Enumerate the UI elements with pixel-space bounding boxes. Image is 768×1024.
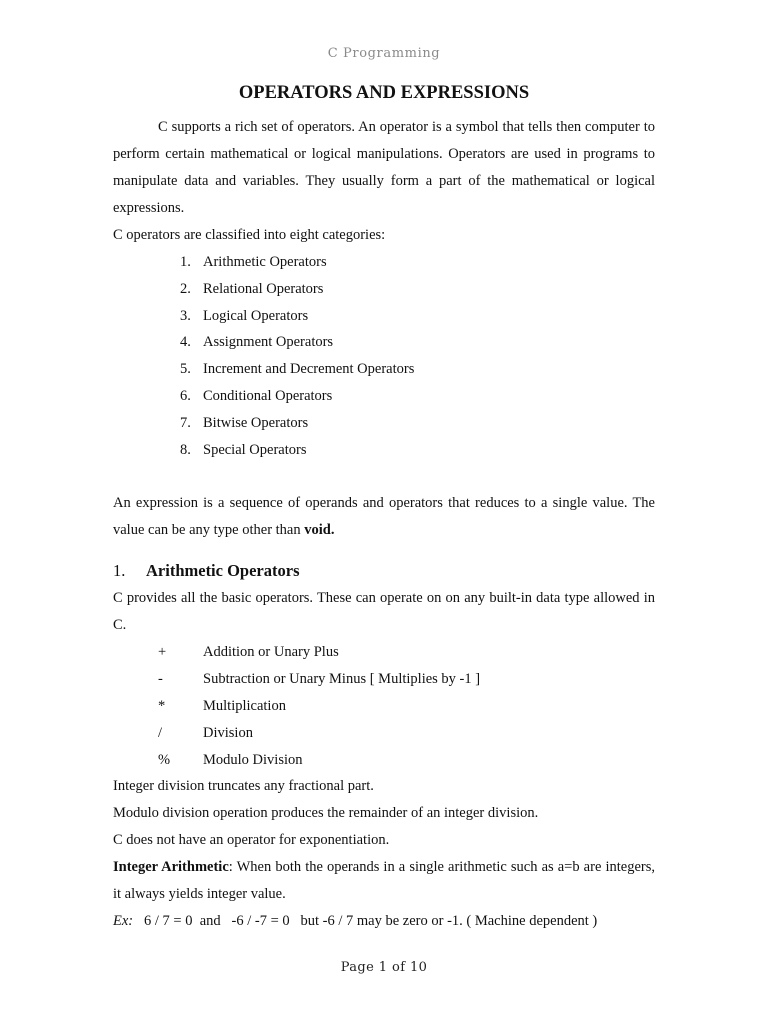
note-exponentiation: C does not have an operator for exponentiation. bbox=[113, 832, 390, 849]
expression-paragraph bbox=[113, 490, 655, 544]
expression-bold-word: void. bbox=[304, 522, 335, 539]
list-item-number: 8. bbox=[180, 441, 191, 458]
list-item bbox=[113, 639, 655, 666]
list-item-number: 1. bbox=[180, 254, 191, 270]
list-item-number: 2. bbox=[180, 280, 191, 297]
operator-symbol: * bbox=[158, 697, 166, 714]
page-number: Page 1 of 10 bbox=[340, 960, 428, 975]
list-item-label: Bitwise Operators bbox=[203, 414, 309, 431]
operator-categories-list bbox=[113, 249, 655, 463]
list-item bbox=[113, 693, 655, 720]
blank-line bbox=[113, 463, 655, 490]
integer-arithmetic-label: Integer Arithmetic bbox=[113, 859, 229, 876]
operator-symbol: + bbox=[158, 644, 167, 661]
list-item bbox=[113, 747, 655, 774]
arithmetic-intro: C provides all the basic operators. These can operate on on any built-in data type allowed in C. bbox=[113, 590, 655, 634]
list-item bbox=[113, 666, 655, 693]
list-item bbox=[113, 720, 655, 747]
operator-symbol: - bbox=[158, 671, 163, 688]
list-item-number: 5. bbox=[180, 361, 191, 378]
operator-description: Multiplication bbox=[203, 697, 286, 714]
example-line bbox=[113, 908, 655, 935]
list-item-number: 4. bbox=[180, 334, 191, 351]
list-item bbox=[113, 276, 655, 303]
list-item bbox=[113, 329, 655, 356]
list-item bbox=[113, 383, 655, 410]
list-item bbox=[113, 437, 655, 464]
note-integer-division: Integer division truncates any fractional part. bbox=[113, 778, 374, 795]
operator-description: Subtraction or Unary Minus [ Multiplies by -1 ] bbox=[203, 671, 481, 688]
page-content bbox=[113, 114, 655, 935]
list-item-number: 3. bbox=[180, 307, 191, 324]
list-item-label: Special Operators bbox=[203, 441, 307, 458]
list-item-label: Increment and Decrement Operators bbox=[203, 361, 415, 378]
list-item-number: 6. bbox=[180, 387, 191, 404]
page-title: OPERATORS AND EXPRESSIONS bbox=[238, 83, 530, 103]
running-header: C Programming bbox=[327, 46, 441, 61]
list-item-label: Assignment Operators bbox=[203, 334, 334, 351]
operator-description: Division bbox=[203, 724, 253, 741]
integer-arithmetic-paragraph bbox=[113, 854, 655, 908]
operator-description: Addition or Unary Plus bbox=[203, 644, 339, 661]
list-item bbox=[113, 303, 655, 330]
example-text: 6 / 7 = 0 and -6 / -7 = 0 but -6 / 7 may be zero or -1. ( Machine dependent ) bbox=[144, 913, 598, 930]
operator-symbol: % bbox=[158, 751, 171, 768]
example-label: Ex: bbox=[113, 913, 134, 930]
expression-text: An expression is a sequence of operands and operators that reduces to a single value. The value can be any type other than bbox=[113, 495, 655, 539]
integer-arithmetic-text: : When both the operands in a single arithmetic such as a=b are integers, it always yields integer value. bbox=[113, 859, 655, 903]
intro-paragraph: C supports a rich set of operators. An operator is a symbol that tells then computer to perform certain mathematical or logical manipulations. Operators are used in programs to manipulate data and variables. They usually form a part of the mathematical or logical expressions. bbox=[113, 119, 655, 216]
arithmetic-operators-list bbox=[113, 639, 655, 773]
list-item-label: Relational Operators bbox=[203, 280, 324, 297]
list-item-label: Conditional Operators bbox=[203, 387, 333, 404]
categories-lead: C operators are classified into eight categories: bbox=[113, 227, 386, 243]
section-title: Arithmetic Operators bbox=[146, 561, 300, 581]
list-item-label: Logical Operators bbox=[203, 307, 309, 324]
operator-symbol: / bbox=[158, 724, 163, 741]
note-modulo-division: Modulo division operation produces the remainder of an integer division. bbox=[113, 805, 539, 822]
list-item bbox=[113, 249, 655, 276]
list-item-number: 7. bbox=[180, 414, 191, 431]
section-number: 1. bbox=[113, 561, 126, 581]
list-item bbox=[113, 356, 655, 383]
operator-description: Modulo Division bbox=[203, 751, 303, 768]
list-item bbox=[113, 410, 655, 437]
list-item-label: Arithmetic Operators bbox=[203, 254, 327, 270]
section-heading-arithmetic bbox=[113, 556, 655, 585]
